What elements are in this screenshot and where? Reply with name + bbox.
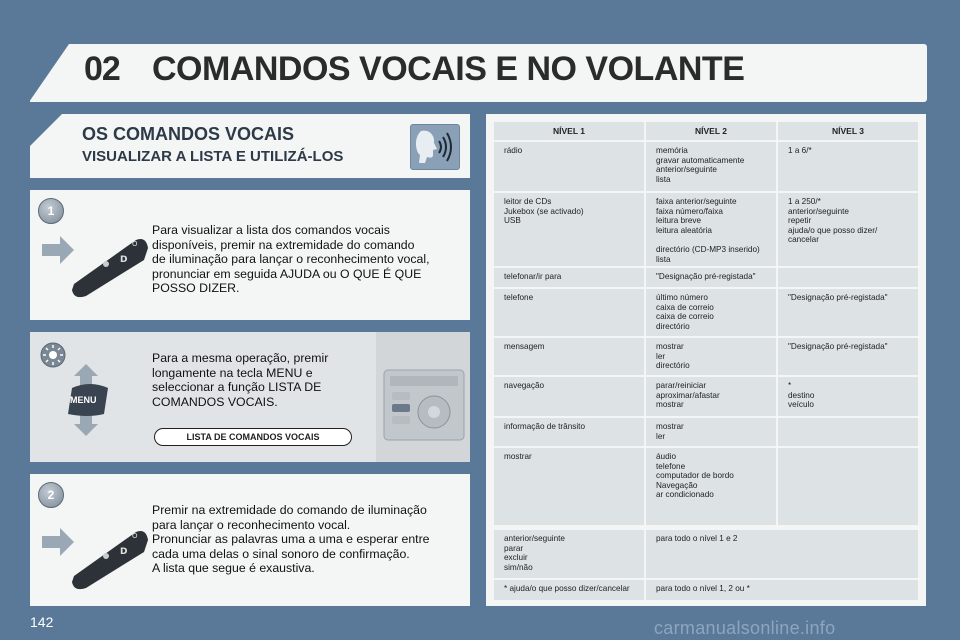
table-cell-level-3: * destino veículo: [778, 377, 918, 416]
table-footer-cell-command: * ajuda/o que posso dizer/cancelar: [494, 580, 644, 600]
voice-commands-list-button[interactable]: LISTA DE COMANDOS VOCAIS: [154, 428, 352, 446]
menu-button-illustration: [50, 362, 120, 438]
table-cell-level-1: informação de trânsito: [494, 418, 644, 446]
section-subtitle: VISUALIZAR A LISTA E UTILIZÁ-LOS: [82, 148, 344, 165]
page-title: COMANDOS VOCAIS E NO VOLANTE: [152, 50, 745, 88]
table-cell-level-2: último número caixa de correio caixa de correio directório: [646, 289, 776, 336]
table-cell-level-2: áudio telefone computador de bordo Navegação ar condicionado: [646, 448, 776, 525]
step-1-panel: [30, 190, 470, 320]
table-footer-cell-scope: para todo o nível 1, 2 ou *: [646, 580, 918, 600]
table-header-level-1: NÍVEL 1: [494, 122, 644, 140]
step-number-badge: 1: [38, 198, 64, 224]
lighting-stalk-illustration: [40, 518, 150, 597]
svg-text:D: D: [120, 547, 128, 557]
table-header-level-3: NÍVEL 3: [778, 122, 918, 140]
lighting-stalk-illustration: [40, 226, 150, 305]
table-cell-level-1: rádio: [494, 142, 644, 191]
svg-text:O: O: [132, 240, 138, 248]
step-1-text: Para visualizar a lista dos comandos vocais disponíveis, premir na extremidade do comando de iluminação para lançar o reconhecimento vocal, pronunciar em seguida AJUDA ou O QUE É QUE POSSO DIZER.: [152, 223, 430, 296]
page-number: 142: [30, 614, 54, 630]
table-cell-level-2: memória gravar automaticamente anterior/seguinte lista: [646, 142, 776, 191]
table-cell-level-2: faixa anterior/seguinte faixa número/faixa leitura breve leitura aleatória directório (CD-MP3 inserido) lista: [646, 193, 776, 266]
table-footer-cell-scope: para todo o nível 1 e 2: [646, 530, 918, 578]
table-cell-level-3: [778, 448, 918, 525]
table-cell-level-1: navegação: [494, 377, 644, 416]
step-number-badge: 2: [38, 482, 64, 508]
radio-unit-illustration: [376, 332, 470, 462]
table-footer-cell-command: anterior/seguinte parar excluir sim/não: [494, 530, 644, 578]
table-cell-level-1: leitor de CDs Jukebox (se activado) USB: [494, 193, 644, 266]
table-cell-level-1: telefonar/ir para: [494, 268, 644, 287]
table-cell-level-1: mostrar: [494, 448, 644, 525]
table-cell-level-3: 1 a 250/* anterior/seguinte repetir ajuda/o que posso dizer/ cancelar: [778, 193, 918, 266]
table-cell-level-3: "Designação pré-registada": [778, 289, 918, 336]
section-title-panel: [30, 114, 470, 178]
table-cell-level-3: 1 a 6/*: [778, 142, 918, 191]
menu-label: MENU: [70, 395, 97, 405]
table-cell-level-1: mensagem: [494, 338, 644, 375]
table-cell-level-2: mostrar ler: [646, 418, 776, 446]
table-cell-level-3: "Designação pré-registada": [778, 338, 918, 375]
chapter-number: 02: [84, 50, 120, 88]
header-bar: [30, 44, 927, 102]
table-cell-level-2: "Designação pré-registada": [646, 268, 776, 287]
voice-command-icon: [410, 124, 460, 170]
table-cell-level-2: mostrar ler directório: [646, 338, 776, 375]
voice-commands-table: [486, 114, 926, 606]
table-cell-level-1: telefone: [494, 289, 644, 336]
table-cell-level-3: [778, 418, 918, 446]
svg-text:O: O: [132, 532, 138, 540]
menu-alternative-panel: [30, 332, 470, 462]
table-header-level-2: NÍVEL 2: [646, 122, 776, 140]
section-title: OS COMANDOS VOCAIS: [82, 124, 295, 144]
step-2-panel: [30, 474, 470, 606]
table-cell-level-3: [778, 268, 918, 287]
watermark: carmanualsonline.info: [654, 618, 836, 638]
step-2-text: Premir na extremidade do comando de iluminação para lançar o reconhecimento vocal. Pronunciar as palavras uma a uma e esperar entre cada uma delas o sinal sonoro de confirmação. A lista que segue é exaustiva.: [152, 503, 430, 576]
table-cell-level-2: parar/reiniciar aproximar/afastar mostrar: [646, 377, 776, 416]
svg-text:D: D: [120, 255, 128, 265]
menu-alternative-text: Para a mesma operação, premir longamente na tecla MENU e seleccionar a função LISTA DE COMANDOS VOCAIS.: [152, 351, 329, 409]
